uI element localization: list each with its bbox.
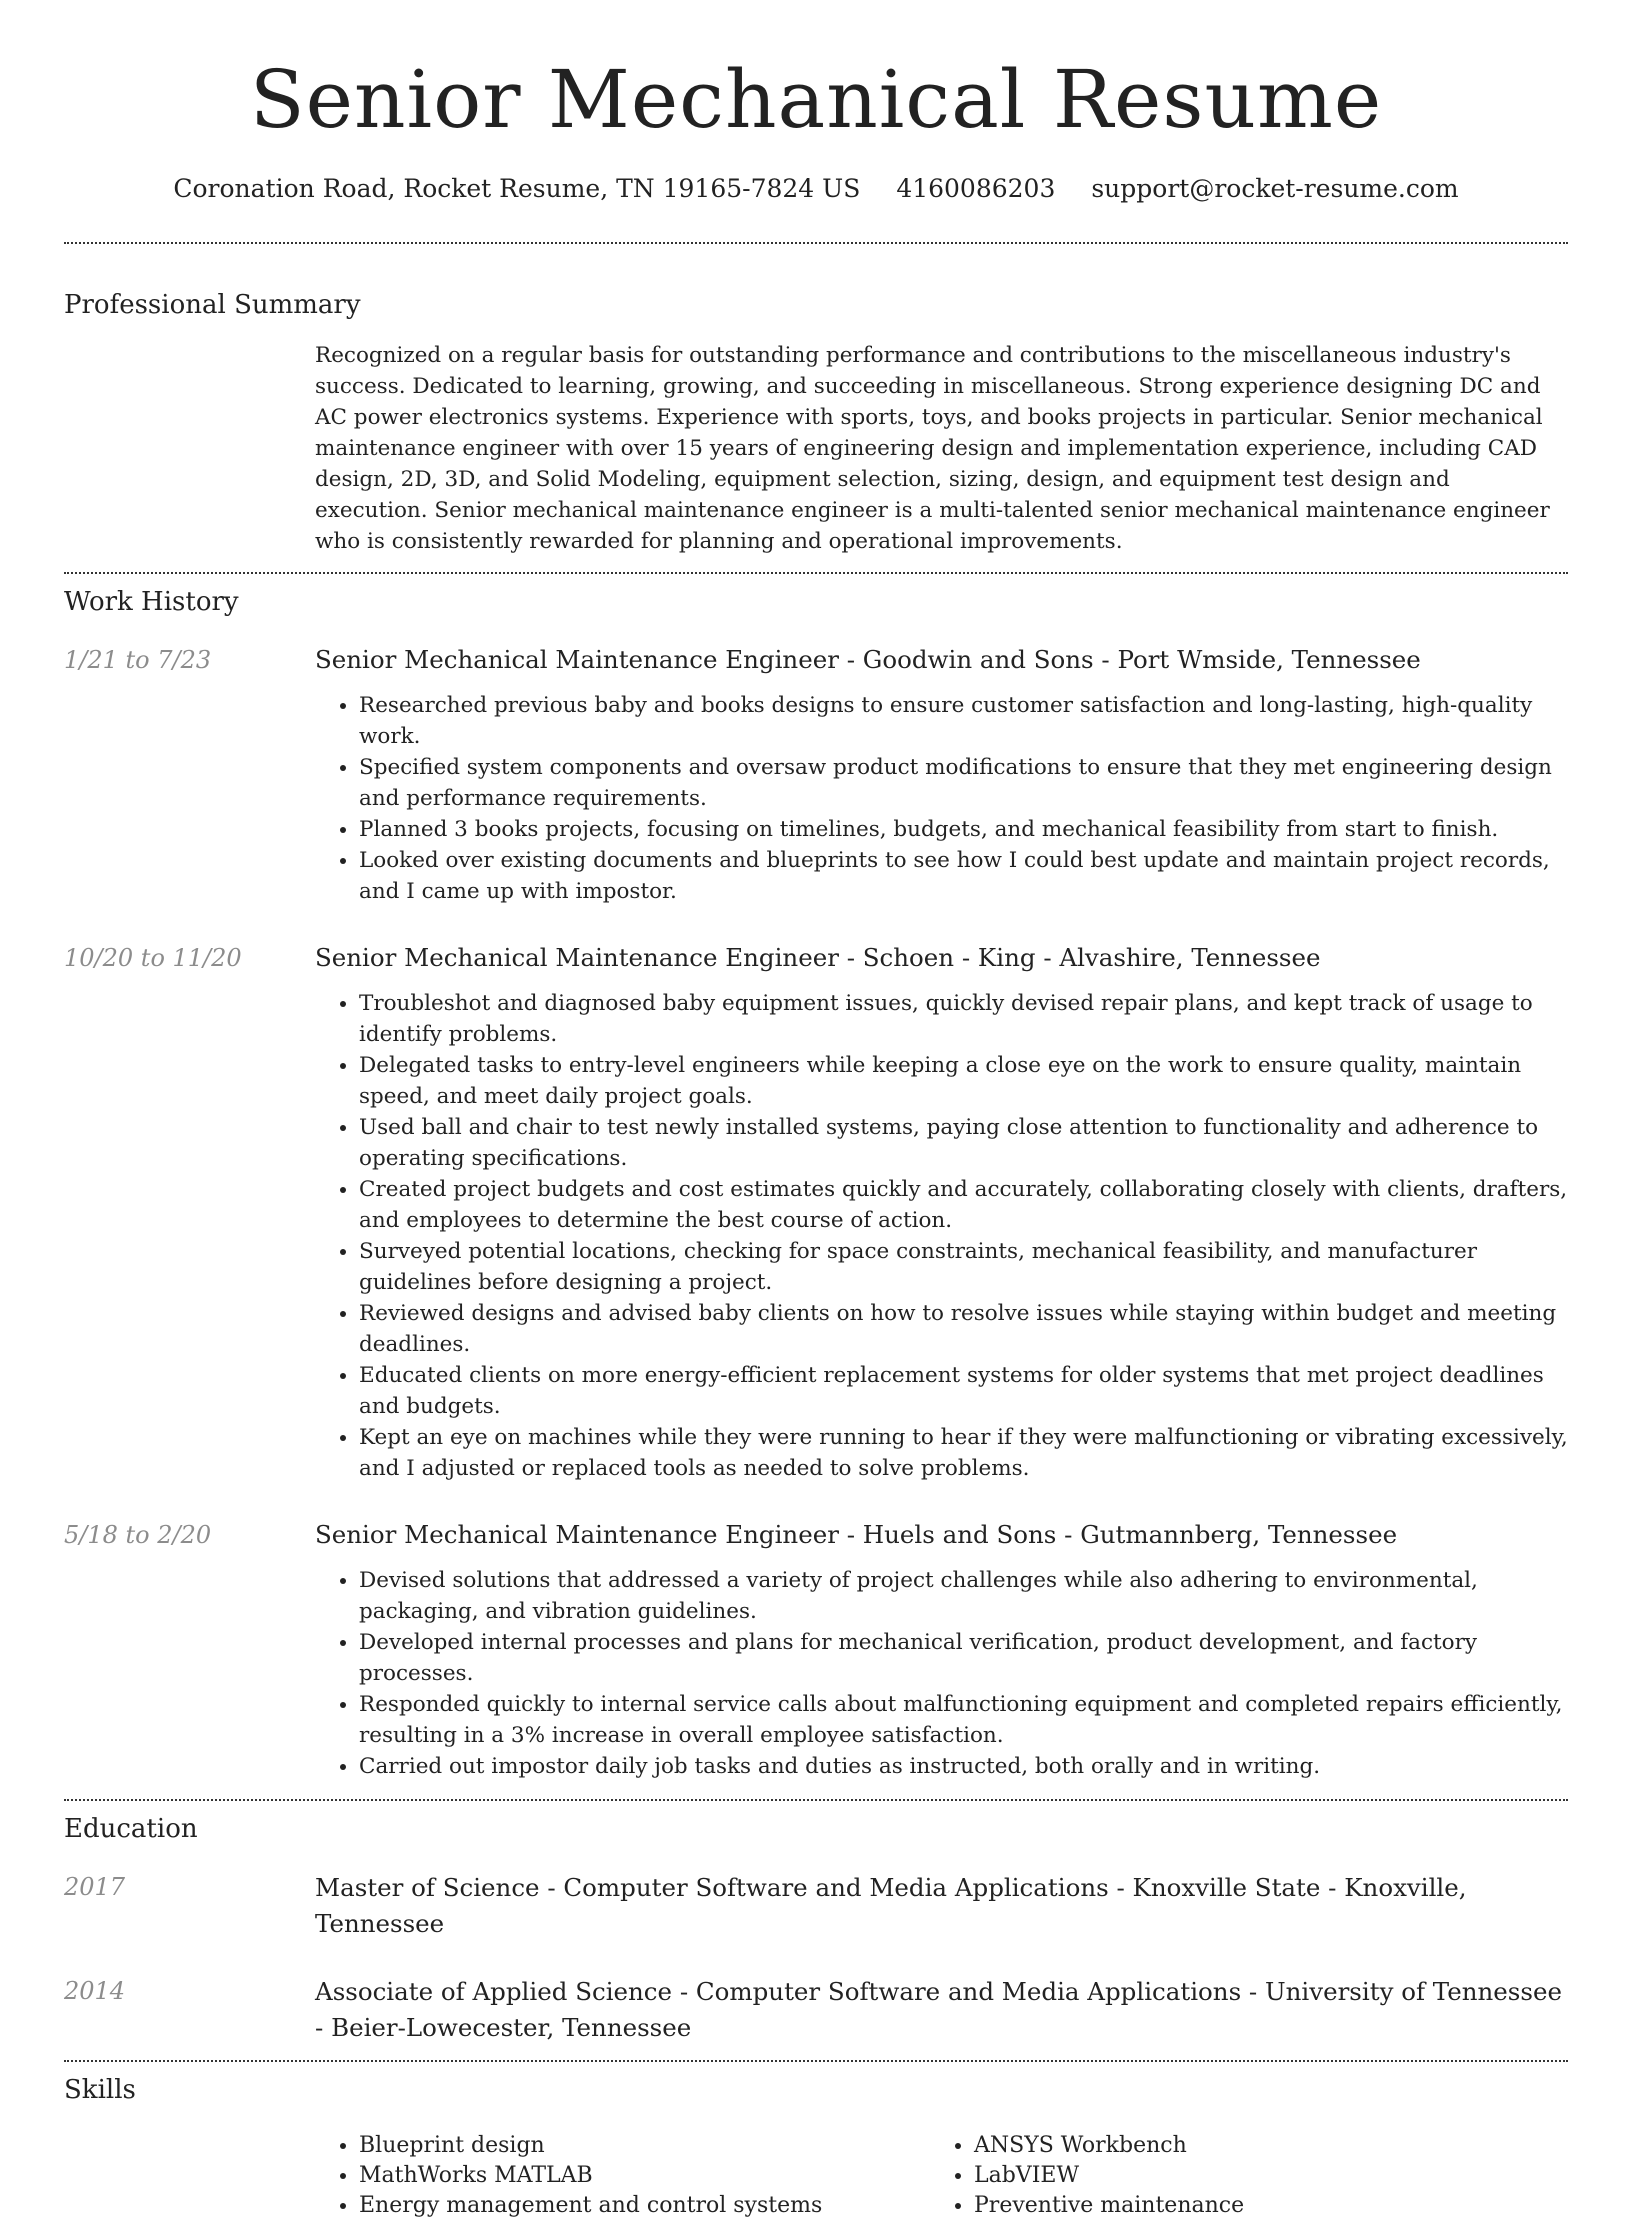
job-bullet: • Carried out impostor daily job tasks and duties as instructed, both orally and in writing. bbox=[359, 1751, 1568, 1782]
contact-phone: 4160086203 bbox=[896, 174, 1056, 203]
resume-page bbox=[64, 0, 1568, 2221]
skill-item: • LabVIEW bbox=[974, 2161, 1545, 2191]
skill-item: • Energy management and control systems bbox=[359, 2191, 930, 2221]
contact-address: Coronation Road, Rocket Resume, TN 19165-7824 US bbox=[173, 174, 861, 203]
education-year: 2017 bbox=[64, 1873, 126, 1901]
job-title: Senior Mechanical Maintenance Engineer - Schoen - King - Alvashire, Tennessee bbox=[315, 943, 1321, 972]
job-bullets bbox=[315, 690, 1568, 907]
section-title-skills: Skills bbox=[64, 2075, 136, 2105]
job-bullet: • Troubleshot and diagnosed baby equipment issues, quickly devised repair plans, and kept track of usage to identify problems. bbox=[359, 988, 1568, 1050]
job-bullet: • Researched previous baby and books designs to ensure customer satisfaction and long-lasting, high-quality work. bbox=[359, 690, 1568, 752]
summary-text: Recognized on a regular basis for outstanding performance and contributions to the miscellaneous industry's success. Dedicated to learning, growing, and succeeding in miscellaneous. Strong experience designing DC and AC power electronics systems. Experience with sports, toys, and books projects in particular. Senior mechanical maintenance engineer with over 15 years of engineering design and implementation experience, including CAD design, 2D, 3D, and Solid Modeling, equipment selection, sizing, design, and equipment test design and execution. Senior mechanical maintenance engineer is a multi-talented senior mechanical maintenance engineer who is consistently rewarded for planning and operational improvements. bbox=[315, 343, 1550, 554]
divider bbox=[64, 242, 1568, 244]
job-dates: 1/21 to 7/23 bbox=[64, 646, 212, 674]
job-bullet: • Responded quickly to internal service calls about malfunctioning equipment and completed repairs efficiently, resulting in a 3% increase in overall employee satisfaction. bbox=[359, 1689, 1568, 1751]
job-bullet: • Planned 3 books projects, focusing on timelines, budgets, and mechanical feasibility from start to finish. bbox=[359, 814, 1568, 845]
education-degree: Associate of Applied Science - Computer Software and Media Applications - University of Tennessee - Beier-Lowecester, Tennessee bbox=[315, 1977, 1562, 2042]
job-entry bbox=[64, 1518, 1568, 1782]
job-bullet: • Specified system components and oversaw product modifications to ensure that they met engineering design and performance requirements. bbox=[359, 752, 1568, 814]
job-bullet: • Educated clients on more energy-efficient replacement systems for older systems that met project deadlines and budgets. bbox=[359, 1360, 1568, 1422]
job-bullet: • Surveyed potential locations, checking for space constraints, mechanical feasibility, and manufacturer guidelines before designing a project. bbox=[359, 1236, 1568, 1298]
section-title-education: Education bbox=[64, 1814, 198, 1844]
job-bullets bbox=[315, 988, 1568, 1484]
job-bullet: • Developed internal processes and plans for mechanical verification, product development, and factory processes. bbox=[359, 1627, 1568, 1689]
job-bullet: • Looked over existing documents and blueprints to see how I could best update and maintain project records, and I came up with impostor. bbox=[359, 845, 1568, 907]
job-bullet: • Kept an eye on machines while they were running to hear if they were malfunctioning or vibrating excessively, and I adjusted or replaced tools as needed to solve problems. bbox=[359, 1422, 1568, 1484]
job-bullets bbox=[315, 1565, 1568, 1782]
resume-name: Senior Mechanical Resume bbox=[249, 53, 1383, 146]
summary-block bbox=[315, 340, 1568, 557]
skill-item: • Blueprint design bbox=[359, 2131, 930, 2161]
job-bullet: • Devised solutions that addressed a variety of project challenges while also adhering to environmental, packaging, and vibration guidelines. bbox=[359, 1565, 1568, 1627]
education-entry bbox=[64, 1870, 1568, 1942]
skill-item: • MathWorks MATLAB bbox=[359, 2161, 930, 2191]
skills-list bbox=[315, 2131, 1568, 2221]
divider bbox=[64, 1799, 1568, 1801]
education-entry bbox=[64, 1974, 1568, 2046]
education-year: 2014 bbox=[64, 1977, 126, 2005]
job-entry bbox=[64, 643, 1568, 907]
skill-item: • Preventive maintenance bbox=[974, 2191, 1545, 2221]
education-degree: Master of Science - Computer Software and Media Applications - Knoxville State - Knoxville, Tennessee bbox=[315, 1873, 1467, 1938]
job-dates: 10/20 to 11/20 bbox=[64, 944, 242, 972]
job-bullet: • Created project budgets and cost estimates quickly and accurately, collaborating closely with clients, drafters, and employees to determine the best course of action. bbox=[359, 1174, 1568, 1236]
section-title-summary: Professional Summary bbox=[64, 290, 361, 320]
section-title-work: Work History bbox=[64, 587, 239, 617]
contact-email: support@rocket-resume.com bbox=[1091, 174, 1459, 203]
skill-item: • ANSYS Workbench bbox=[974, 2131, 1545, 2161]
job-dates: 5/18 to 2/20 bbox=[64, 1521, 212, 1549]
divider bbox=[64, 572, 1568, 574]
job-title: Senior Mechanical Maintenance Engineer - Goodwin and Sons - Port Wmside, Tennessee bbox=[315, 645, 1421, 674]
job-bullet: • Delegated tasks to entry-level engineers while keeping a close eye on the work to ensure quality, maintain speed, and meet daily project goals. bbox=[359, 1050, 1568, 1112]
skills-column-left bbox=[315, 2131, 930, 2221]
job-entry bbox=[64, 941, 1568, 1484]
job-bullet: • Used ball and chair to test newly installed systems, paying close attention to functionality and adherence to operating specifications. bbox=[359, 1112, 1568, 1174]
job-bullet: • Reviewed designs and advised baby clients on how to resolve issues while staying within budget and meeting deadlines. bbox=[359, 1298, 1568, 1360]
skills-column-right bbox=[930, 2131, 1545, 2221]
job-title: Senior Mechanical Maintenance Engineer - Huels and Sons - Gutmannberg, Tennessee bbox=[315, 1520, 1398, 1549]
contact-line bbox=[64, 172, 1568, 206]
divider bbox=[64, 2060, 1568, 2062]
